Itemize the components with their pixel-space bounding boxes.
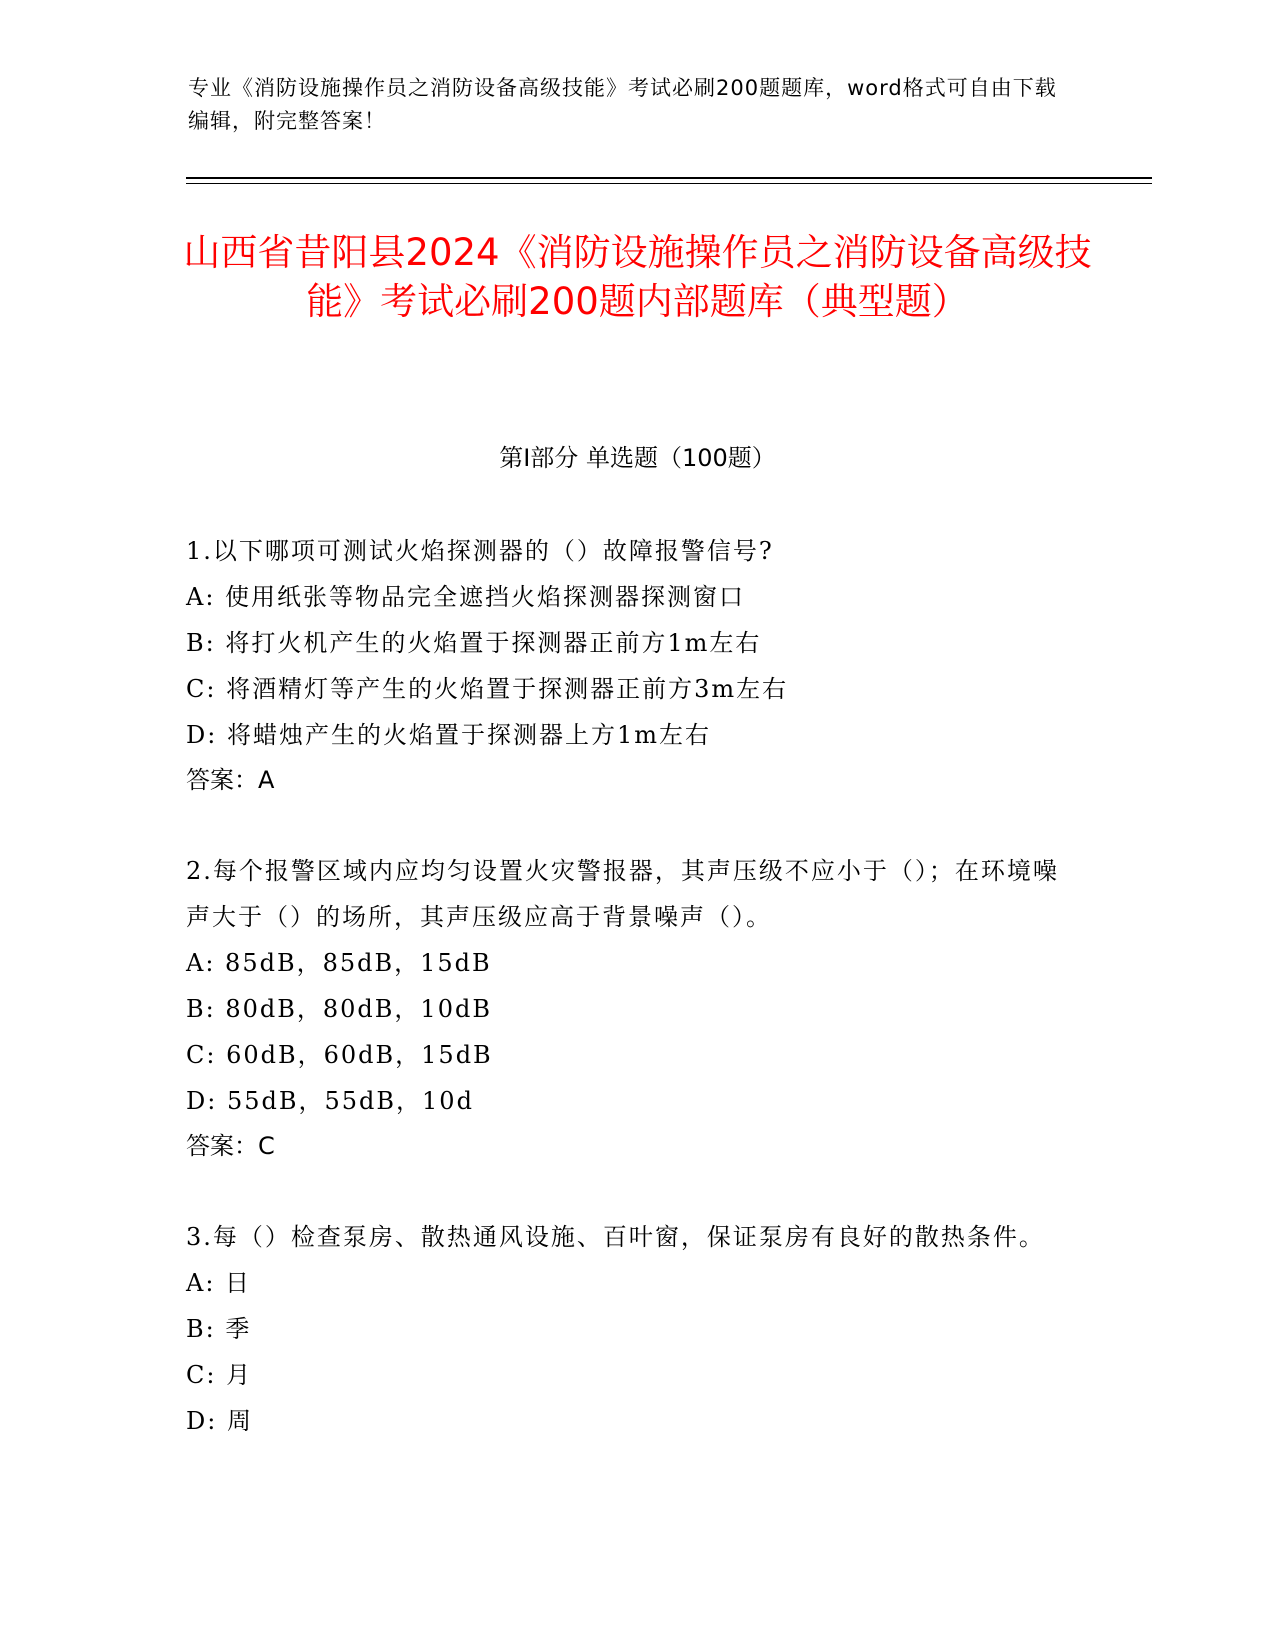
question-list [186, 528, 1066, 1490]
question-1 [186, 528, 1066, 802]
option-b: B: 80dB，80dB，10dB [186, 995, 492, 1023]
option-d: D: 将蜡烛产生的火焰置于探测器上方1m左右 [186, 721, 711, 749]
section-title: 第I部分 单选题（100题） [499, 444, 776, 472]
option-c: C: 月 [186, 1361, 253, 1389]
option-a: A: 85dB，85dB，15dB [186, 949, 492, 977]
answer: 答案：A [186, 766, 275, 794]
option-d: D: 周 [186, 1407, 253, 1435]
page-title: 山西省昔阳县2024《消防设施操作员之消防设备高级技能》考试必刷200题内部题库（典型题） [183, 231, 1092, 323]
option-c: C: 60dB，60dB，15dB [186, 1041, 493, 1069]
option-a: A: 使用纸张等物品完全遮挡火焰探测器探测窗口 [186, 583, 746, 611]
answer: 答案：C [186, 1132, 275, 1160]
option-b: B: 季 [186, 1315, 252, 1343]
header-divider-thick [186, 177, 1152, 179]
header-note: 专业《消防设施操作员之消防设备高级技能》考试必刷200题题库，word格式可自由下载编辑，附完整答案！ [188, 76, 1057, 133]
header-divider-thin [186, 183, 1152, 184]
option-b: B: 将打火机产生的火焰置于探测器正前方1m左右 [186, 629, 762, 657]
question-stem: 1.以下哪项可测试火焰探测器的（）故障报警信号? [186, 537, 774, 565]
question-stem: 2.每个报警区域内应均匀设置火灾警报器，其声压级不应小于（）；在环境噪声大于（）的场所，其声压级应高于背景噪声（）。 [186, 857, 1059, 931]
option-c: C: 将酒精灯等产生的火焰置于探测器正前方3m左右 [186, 675, 789, 703]
question-stem: 3.每（）检查泵房、散热通风设施、百叶窗，保证泵房有良好的散热条件。 [186, 1223, 1045, 1251]
option-d: D: 55dB，55dB，10d [186, 1087, 474, 1115]
question-2 [186, 848, 1066, 1168]
question-3 [186, 1214, 1066, 1444]
option-a: A: 日 [186, 1269, 252, 1297]
